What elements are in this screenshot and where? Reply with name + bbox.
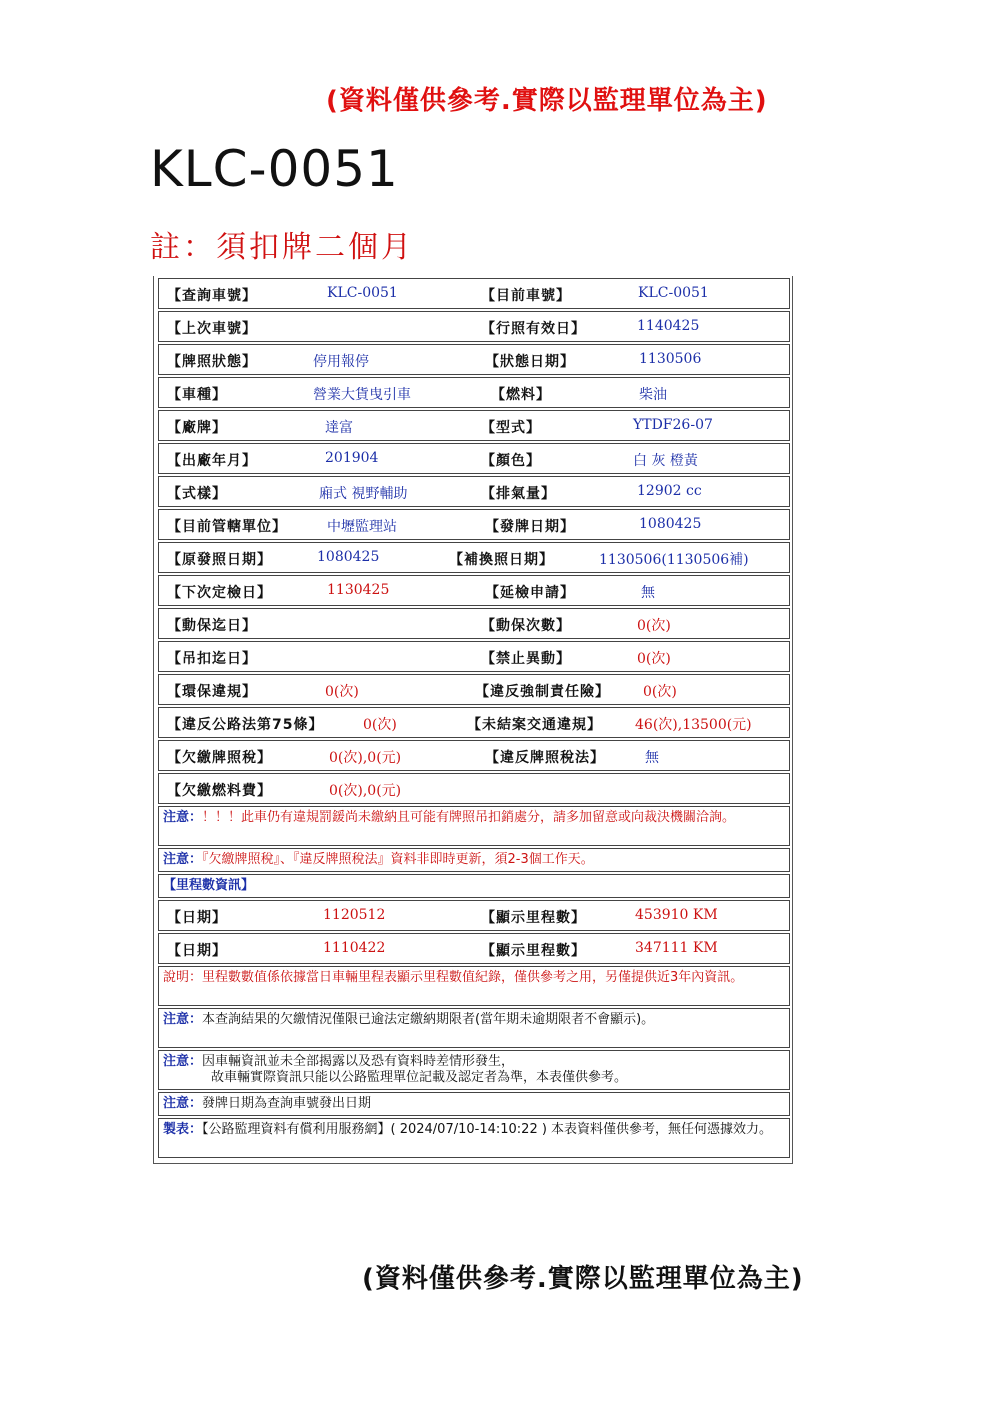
note-text: 發牌日期為查詢車號發出日期 [202,1096,372,1111]
note-data-disclaimer [158,1050,790,1090]
highway-act75-value: 0(次) [363,717,397,733]
field-label: 【日期】 [167,943,227,959]
suspension-note: 註：須扣牌二個月 [150,230,414,265]
issue-date-value: 1080425 [639,516,702,532]
field-label: 【禁止異動】 [481,651,571,667]
field-label: 【顯示里程數】 [481,943,586,959]
disclaimer-top: (資料僅供參考.實際以監理單位為主) [326,86,768,116]
mileage-reading-value: 453910 KM [635,907,718,923]
record-row [158,344,790,375]
disclaimer-bottom: (資料僅供參考.實際以監理單位為主) [362,1264,804,1294]
record-row [158,674,790,705]
field-label: 【動保次數】 [481,618,571,634]
mileage-reading-value: 347111 KM [635,940,718,956]
note-text: 【公路監理資料有償利用服務網】( 2024/07/10-14:10:22 ) 本表資料僅供參考，無任何憑據效力。 [202,1122,773,1137]
note-text: ！！！此車仍有違規罰鍰尚未繳納且可能有牌照吊扣銷處分，請多加留意或向裁決機關洽詢。 [202,810,736,825]
note-text: 故車輛實際資訊只能以公路監理單位記載及認定者為準，本表僅供參考。 [211,1070,628,1085]
mileage-header: 【里程數資訊】 [163,878,255,893]
field-label: 【顏色】 [481,453,541,469]
field-label: 【顯示里程數】 [481,910,586,926]
record-row [158,410,790,441]
field-label: 【違反牌照稅法】 [485,750,605,766]
insurance-violation-value: 0(次) [643,684,677,700]
field-label: 【狀態日期】 [485,354,575,370]
field-label: 【環保違規】 [167,684,257,700]
record-row [158,377,790,408]
field-label: 【動保迄日】 [167,618,257,634]
unpaid-fuel-fee-value: 0(次),0(元) [329,783,402,799]
env-violation-value: 0(次) [325,684,359,700]
model-value: YTDF26-07 [633,417,713,433]
status-date-value: 1130506 [639,351,702,367]
unpaid-license-tax-value: 0(次),0(元) [329,750,402,766]
note-text: 因車輛資訊並未全部揭露以及恐有資料時差情形發生， [202,1054,515,1069]
field-label: 【違反強制責任險】 [475,684,610,700]
record-row [158,608,790,639]
office-value: 中壢監理站 [327,519,397,535]
body-style-value: 廂式 視野輔助 [319,486,408,502]
note-text: 說明：里程數數值係依據當日車輛里程表顯示里程數值紀錄，僅供參考之用，另僅提供近3年內資訊。 [163,970,744,985]
note-source [158,1118,790,1158]
field-label: 【下次定檢日】 [167,585,272,601]
field-label: 【目前管轄單位】 [167,519,287,535]
record-row [158,773,790,804]
record-row [158,707,790,738]
note-label: 注意： [163,852,203,867]
mileage-date-value: 1120512 [323,907,386,923]
record-row [158,311,790,342]
brand-value: 達富 [325,420,353,436]
field-label: 【日期】 [167,910,227,926]
current-plate-value: KLC-0051 [638,285,709,301]
record-row [158,509,790,540]
note-label: 注意： [163,1096,203,1111]
field-label: 【出廠年月】 [167,453,257,469]
note-label: 注意： [163,1054,203,1069]
field-label: 【上次車號】 [167,321,257,337]
note-label: 製表： [163,1122,203,1137]
field-label: 【燃料】 [491,387,551,403]
query-plate-value: KLC-0051 [327,285,398,301]
field-label: 【目前車號】 [481,288,571,304]
original-issue-value: 1080425 [317,549,380,565]
displacement-value: 12902 cc [637,483,702,499]
note-violation-warning [158,806,790,846]
license-tax-violation-value: 無 [645,750,659,766]
lien-count-value: 0(次) [637,618,671,634]
field-label: 【型式】 [481,420,541,436]
note-text: 本查詢結果的欠繳情況僅限已逾法定繳納期限者(當年期未逾期限者不會顯示)。 [202,1012,655,1027]
record-row [158,278,790,309]
manufacture-date-value: 201904 [325,450,379,466]
note-label: 注意： [163,1012,203,1027]
field-label: 【欠繳牌照稅】 [167,750,272,766]
mileage-row [158,900,790,931]
mileage-date-value: 1110422 [323,940,386,956]
field-label: 【發牌日期】 [485,519,575,535]
field-label: 【牌照狀態】 [167,354,257,370]
inspection-extension-value: 無 [641,585,655,601]
note-mileage-explanation [158,966,790,1006]
field-label: 【車種】 [167,387,227,403]
field-label: 【查詢車號】 [167,288,257,304]
license-valid-value: 1140425 [637,318,700,334]
field-label: 【原發照日期】 [167,552,272,568]
field-label: 【行照有效日】 [481,321,586,337]
note-tax-update [158,848,790,872]
note-overdue-scope [158,1008,790,1048]
record-row [158,443,790,474]
record-row [158,575,790,606]
record-row [158,542,790,573]
field-label: 【排氣量】 [481,486,556,502]
field-label: 【欠繳燃料費】 [167,783,272,799]
plate-title: KLC-0051 [150,140,399,198]
record-row [158,476,790,507]
mileage-row [158,933,790,964]
color-value: 白 灰 橙黃 [633,453,698,469]
open-traffic-value: 46(次),13500(元) [635,717,752,733]
transfer-ban-value: 0(次) [637,651,671,667]
next-inspection-value: 1130425 [327,582,390,598]
note-issue-date [158,1092,790,1116]
record-row [158,740,790,771]
field-label: 【違反公路法第75條】 [167,717,324,733]
field-label: 【式樣】 [167,486,227,502]
record-row [158,641,790,672]
mileage-section-header [158,874,790,898]
field-label: 【補換照日期】 [449,552,554,568]
note-text: 『欠繳牌照稅』、『違反牌照稅法』資料非即時更新，須2-3個工作天。 [202,852,594,867]
field-label: 【吊扣迄日】 [167,651,257,667]
fuel-value: 柴油 [639,387,667,403]
vehicle-type-value: 營業大貨曳引車 [313,387,411,403]
field-label: 【廠牌】 [167,420,227,436]
plate-status-value: 停用報停 [313,354,369,370]
field-label: 【未結案交通違規】 [467,717,602,733]
vehicle-record-table [153,276,793,1164]
reissue-date-value: 1130506(1130506補) [599,552,749,568]
field-label: 【延檢申請】 [485,585,575,601]
note-label: 注意： [163,810,203,825]
